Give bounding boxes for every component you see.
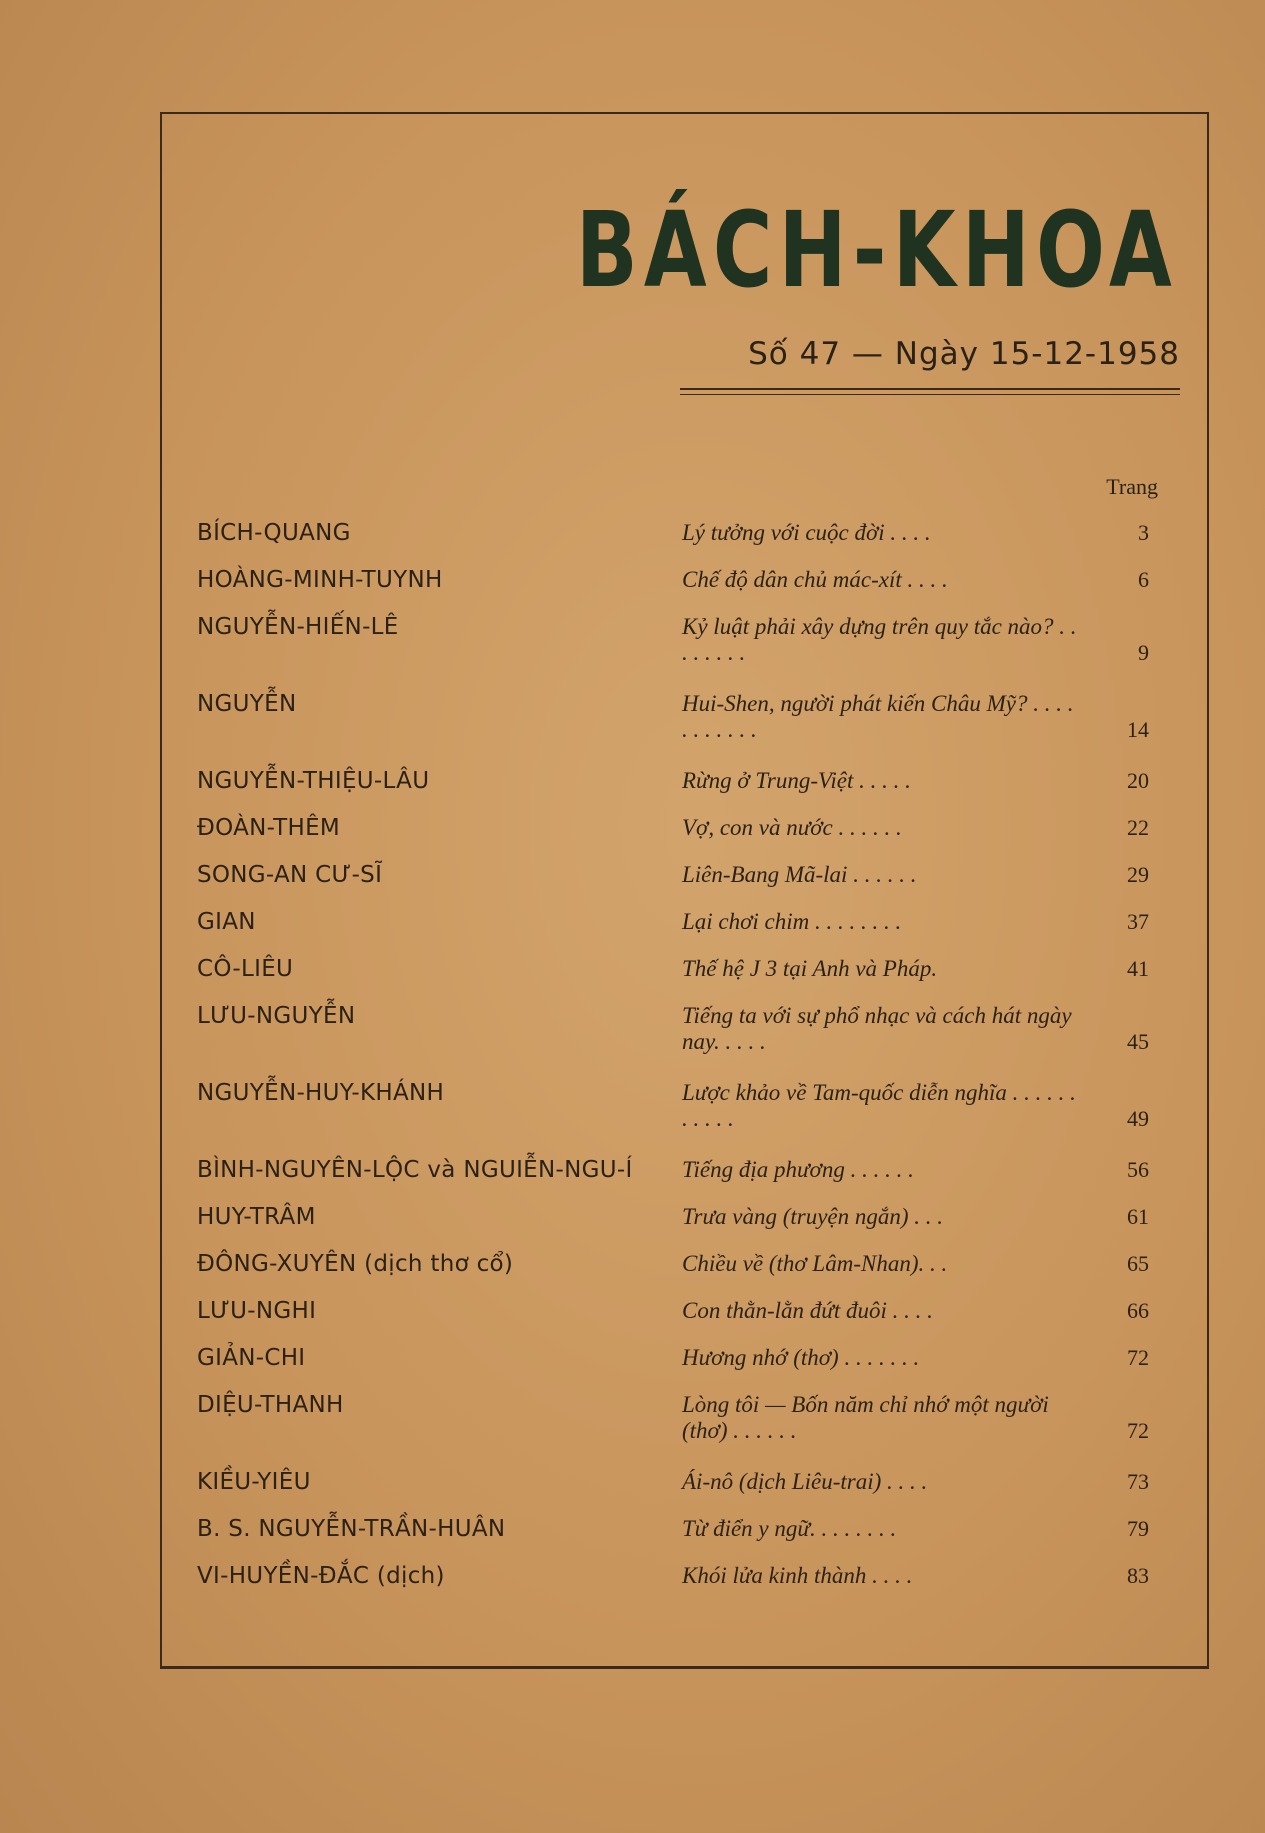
toc-page-number: 72 bbox=[1127, 1345, 1149, 1370]
toc-author: B. S. NGUYỄN-TRẦN-HUÂN bbox=[197, 1516, 506, 1542]
toc-title: Chiều về (thơ Lâm-Nhan). . . bbox=[682, 1251, 948, 1276]
toc-title: Trưa vàng (truyện ngắn) . . . bbox=[682, 1204, 944, 1229]
toc-title: Lại chơi chim . . . . . . . . bbox=[682, 909, 902, 934]
toc-title: Từ điển y ngữ. . . . . . . . bbox=[682, 1516, 897, 1541]
toc-page-number: 14 bbox=[1127, 717, 1149, 742]
toc-page-number: 45 bbox=[1127, 1029, 1149, 1054]
toc-page-number: 61 bbox=[1127, 1204, 1149, 1229]
toc-page-number: 72 bbox=[1127, 1418, 1149, 1443]
toc-title: Thế hệ J 3 tại Anh và Pháp. bbox=[682, 956, 938, 981]
toc-title: Hương nhớ (thơ) . . . . . . . bbox=[682, 1345, 920, 1370]
header-rule-thin bbox=[680, 394, 1180, 395]
toc-page-number: 3 bbox=[1138, 520, 1149, 545]
toc-page-number: 22 bbox=[1127, 815, 1149, 840]
toc-author: NGUYỄN-THIỆU-LÂU bbox=[197, 768, 430, 794]
toc-page-number: 37 bbox=[1127, 909, 1149, 934]
toc-title: Tiếng ta với sự phổ nhạc và cách hát ngày nay. . . . . bbox=[682, 1003, 1072, 1054]
toc-author: GIAN bbox=[197, 909, 256, 935]
toc-author: NGUYỄN-HUY-KHÁNH bbox=[197, 1080, 445, 1106]
toc-page-number: 20 bbox=[1127, 768, 1149, 793]
page-column-header: Trang bbox=[1106, 474, 1158, 499]
toc-page-number: 66 bbox=[1127, 1298, 1149, 1323]
toc-author: HOÀNG-MINH-TUYNH bbox=[197, 567, 443, 593]
toc-page-number: 49 bbox=[1127, 1106, 1149, 1131]
toc-author: HUY-TRÂM bbox=[197, 1204, 316, 1230]
toc-author: KIỀU-YIÊU bbox=[197, 1469, 311, 1495]
toc-author: LƯU-NGHI bbox=[197, 1298, 317, 1324]
issue-line: Số 47 — Ngày 15-12-1958 bbox=[748, 336, 1180, 372]
toc-page-number: 29 bbox=[1127, 862, 1149, 887]
toc-author: ĐÔNG-XUYÊN (dịch thơ cổ) bbox=[197, 1251, 514, 1277]
toc-title: Kỷ luật phải xây dựng trên quy tắc nào? . . . . . . . . bbox=[682, 614, 1077, 665]
toc-page-number: 65 bbox=[1127, 1251, 1149, 1276]
toc-title: Liên-Bang Mã-lai . . . . . . bbox=[682, 862, 917, 887]
toc-title: Khói lửa kinh thành . . . . bbox=[682, 1563, 913, 1588]
toc-author: LƯU-NGUYỄN bbox=[197, 1003, 356, 1029]
toc-author: DIỆU-THANH bbox=[197, 1392, 344, 1418]
toc-author: NGUYỄN-HIẾN-LÊ bbox=[197, 614, 399, 640]
toc-author: SONG-AN CƯ-SĨ bbox=[197, 862, 383, 888]
toc-title: Hui-Shen, người phát kiến Châu Mỹ? . . . . . . . . . . . bbox=[682, 691, 1074, 742]
toc-author: CÔ-LIÊU bbox=[197, 956, 294, 982]
toc-title: Lòng tôi — Bốn năm chỉ nhớ một người (thơ) . . . . . . bbox=[682, 1392, 1049, 1443]
masthead-title: BÁCH-KHOA bbox=[575, 189, 1178, 311]
toc-title: Lược khảo về Tam-quốc diễn nghĩa . . . . . . . . . . . bbox=[682, 1080, 1076, 1131]
toc-page-number: 56 bbox=[1127, 1157, 1149, 1182]
toc-author: ĐOÀN-THÊM bbox=[197, 815, 341, 841]
toc-page-number: 41 bbox=[1127, 956, 1149, 981]
toc-author: BÌNH-NGUYÊN-LỘC và NGUIỄN-NGU-Í bbox=[197, 1157, 633, 1183]
header-rule bbox=[680, 388, 1180, 390]
toc-title: Con thằn-lằn đứt đuôi . . . . bbox=[682, 1298, 933, 1323]
toc-title: Tiếng địa phương . . . . . . bbox=[682, 1157, 914, 1182]
toc-author: NGUYỄN bbox=[197, 691, 297, 717]
toc-title: Chế độ dân chủ mác-xít . . . . bbox=[682, 567, 948, 592]
toc-page-number: 73 bbox=[1127, 1469, 1149, 1494]
toc-page-number: 9 bbox=[1138, 640, 1149, 665]
toc-page-number: 79 bbox=[1127, 1516, 1149, 1541]
toc-title: Vợ, con và nước . . . . . . bbox=[682, 815, 902, 840]
toc-author: GIẢN-CHI bbox=[197, 1345, 306, 1371]
toc-title: Lý tưởng với cuộc đời . . . . bbox=[682, 520, 931, 545]
toc-author: VI-HUYỀN-ĐẮC (dịch) bbox=[197, 1563, 445, 1589]
toc-page-number: 6 bbox=[1138, 567, 1149, 592]
toc-author: BÍCH-QUANG bbox=[197, 520, 351, 546]
toc-title: Ái-nô (dịch Liêu-trai) . . . . bbox=[682, 1469, 928, 1494]
toc-title: Rừng ở Trung-Việt . . . . . bbox=[682, 768, 911, 793]
toc-page-number: 83 bbox=[1127, 1563, 1149, 1588]
